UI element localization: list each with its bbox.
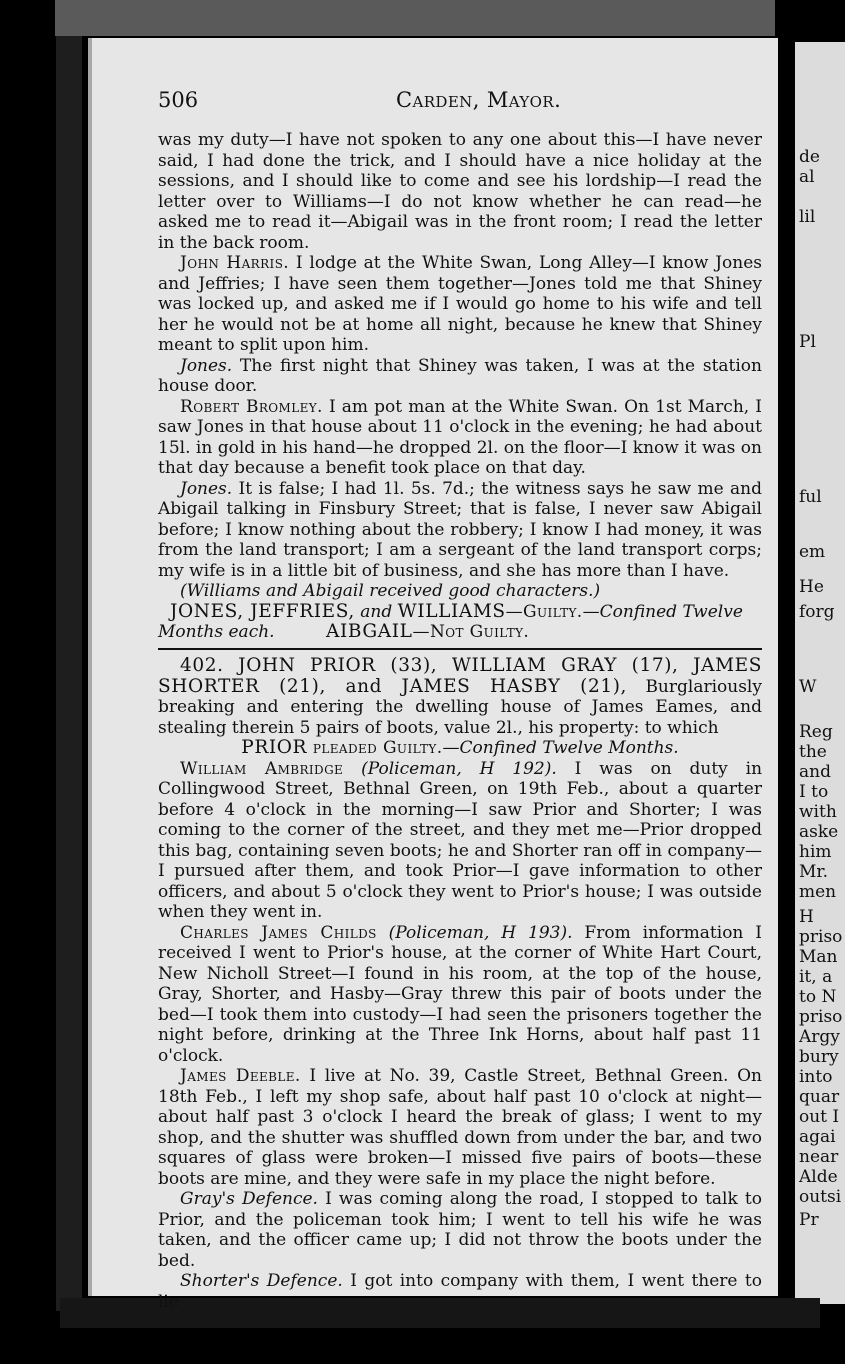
facing-page-fragment: I to [799,782,829,802]
paragraph: was my duty—I have not spoken to any one about this—I have never said, I had done the trick, and I should have a nice holiday at the sessions, and I should like to come and see his lordship—I read the letter over to Williams—I do not know whether he can read—he asked me to read it—Abigail was in the front room; I read the letter in the back room. [158,130,762,253]
facing-page-fragment: and [799,762,831,782]
facing-page-fragment: it, a [799,967,833,987]
facing-page-fragment: de [799,147,820,167]
paragraph: Robert Bromley. I am pot man at the White Swan. On 1st March, I saw Jones in that house about 11 o'clock in the evening; he had about 15l. in gold in his hand—he dropped 2l. on the floor—I know it was on that day because a benefit took place on that day. [158,396,762,478]
facing-page-fragment: men [799,882,837,902]
speaker-name: William Ambridge [180,758,344,779]
facing-page-fragment: Reg [799,722,833,742]
facing-page-fragment: He [799,577,824,597]
speaker-name: Gray's Defence. [180,1189,318,1209]
facing-page-fragment: Pr [799,1210,819,1230]
facing-page-fragment: Man [799,947,838,967]
facing-page-fragment: aske [799,822,839,842]
facing-page-fragment: lil [799,207,816,227]
paragraph: John Harris. I lodge at the White Swan, Long Alley—I know Jones and Jeffries; I have seen them together—Jones told me that Shiney was locked up, and asked me if I would go home to his wife and tell her he would not be at home all night, because he knew that Shiney meant to split upon him. [158,253,763,355]
page-text [158,130,762,1312]
facing-page-fragment: Mr. [799,862,829,882]
facing-page-fragment: outsi [799,1187,842,1207]
page-number: 506 [158,88,199,112]
facing-page-fragment: to N [799,987,837,1007]
facing-page-fragment: him [799,842,832,862]
plea-line: PRIOR pleaded Guilty.—Confined Twelve Months. [241,737,679,758]
facing-page-fragment: W [799,677,817,697]
speaker-name: Jones. [180,355,233,376]
facing-page-fragment: into [799,1067,833,1087]
speaker-name: James Deeble. [180,1066,301,1086]
facing-page-fragment: em [799,542,826,562]
facing-page-fragment: out I [799,1107,840,1127]
facing-page-fragment: with [799,802,837,822]
facing-page-fragment: H [799,907,814,927]
facing-page-fragment: Argy [799,1027,840,1047]
paragraph: Jones. The first night that Shiney was taken, I was at the station house door. [158,355,762,396]
paragraph: William Ambridge (Policeman, H 192). I was on duty in Collingwood Street, Bethnal Green, on 19th Feb., about a quarter before 4 o'clock in the morning—I saw Prior and Shorter; I was coming to the corner of the street, and they met me—Prior dropped this bag, containing seven boots; he and Shorter ran off in company—I pursued after them, and took Prior—I gave information to other officers, and about 5 o'clock they went to Prior's house; I was outside when they went in. [158,758,763,922]
book-spine [56,36,82,1311]
speaker-name: Jones. [180,478,233,499]
running-head: Carden, Mayor. [396,88,562,112]
page-header [158,88,748,118]
speaker-name: John Harris. [180,253,290,273]
facing-page-fragment: the [799,742,827,762]
facing-page-edge [795,42,845,1304]
character-note: (Williams and Abigail received good characters.) [180,581,601,601]
facing-page-fragment: al [799,167,815,187]
verdict-line: JONES, JEFFRIES, and WILLIAMS—Guilty.—Confined Twelve [170,600,743,622]
facing-page-fragment: bury [799,1047,839,1067]
case-heading: 402. JOHN PRIOR (33), WILLIAM GRAY (17), JAMES SHORTER (21), and JAMES HASBY (21), Burglariously breaking and entering the dwelling house of James Eames, and stealing therein 5 pairs of boots, value 2l., his property: to which [158,655,762,738]
facing-page-fragment: Alde [799,1167,838,1187]
facing-page-fragment: priso [799,927,843,947]
paragraph: Shorter's Defence. I got into company with them, I went there to lie [158,1271,762,1312]
facing-page-fragment: near [799,1147,839,1167]
scan-top-border [55,0,775,36]
facing-page-fragment: ful [799,487,822,507]
section-rule [158,648,762,650]
paragraph: Gray's Defence. I was coming along the road, I stopped to talk to Prior, and the policeman took him; I went to tell his wife he was taken, and the officer came up; I did not throw the boots under the bed. [158,1189,762,1271]
paragraph: James Deeble. I live at No. 39, Castle Street, Bethnal Green. On 18th Feb., I left my shop safe, about half past 10 o'clock at night—about half past 3 o'clock I heard the break of glass; I went to my shop, and the shutter was shuffled down from under the bar, and two squares of glass were broken—I missed five pairs of boots—these boots are mine, and they were safe in my place the night before. [158,1066,763,1189]
paragraph: Charles James Childs (Policeman, H 193). From information I received I went to Prior's house, at the corner of White Hart Court, New Nicholl Street—I found in his room, at the top of the house, Gray, Shorter, and Hasby—Gray threw this pair of boots under the bed—I took them into custody—I had seen the prisoners together the night before, drinking at the Three Ink Horns, about half past 11 o'clock. [158,922,763,1066]
facing-page-fragment: agai [799,1127,836,1147]
speaker-name: Robert Bromley. [180,396,323,417]
paragraph: Jones. It is false; I had 1l. 5s. 7d.; the witness says he saw me and Abigail talking in Finsbury Street; that is false, I never saw Abigail before; I know nothing about the robbery; I know I had money, it was from the land transport; I am a sergeant of the land transport corps; my wife is in a little bit of business, and she has more than I have. [158,478,762,581]
speaker-name: Shorter's Defence. [180,1271,343,1291]
facing-page-fragment: priso [799,1007,843,1027]
verdict-line: Months each. AIBGAIL—Not Guilty. [158,621,530,642]
facing-page-fragment: Pl [799,332,816,352]
facing-page-fragment: quar [799,1087,840,1107]
speaker-name: Charles James Childs [180,922,377,943]
facing-page-fragment: forg [799,602,835,622]
